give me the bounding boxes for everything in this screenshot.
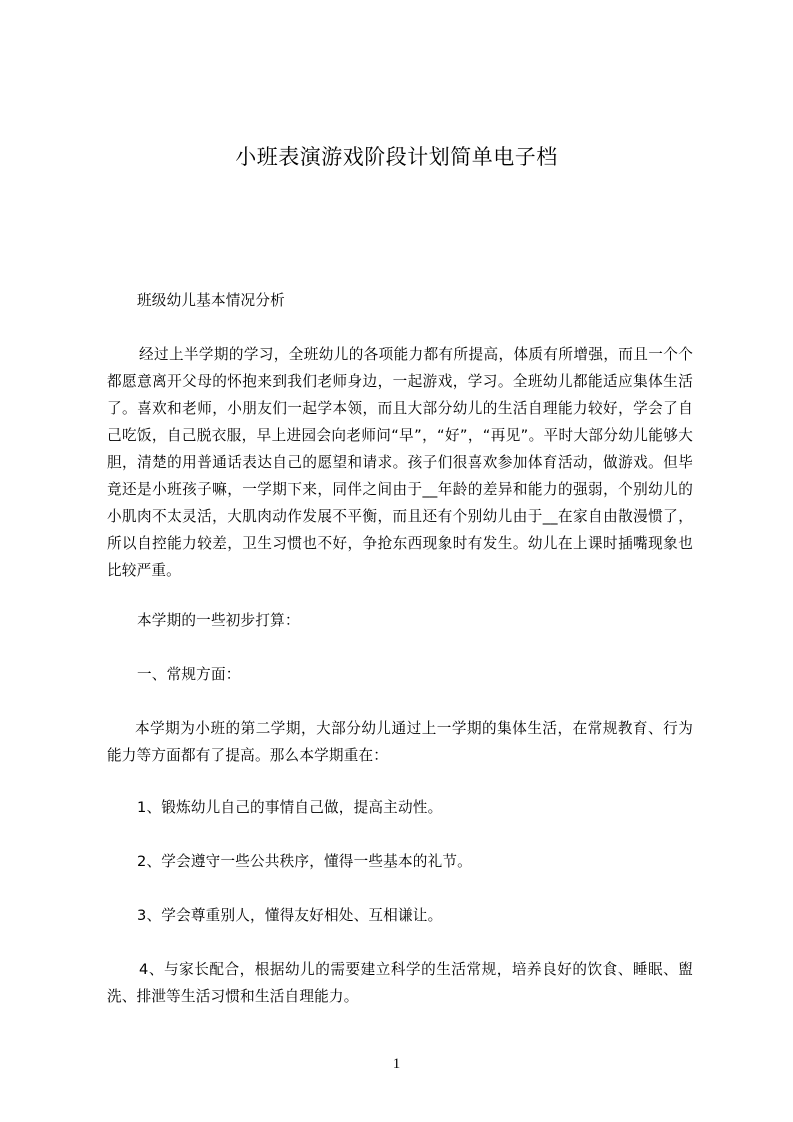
list-item-1: 1、锻炼幼儿自己的事情自己做，提高主动性。 bbox=[137, 799, 443, 816]
document-title: 小班表演游戏阶段计划简单电子档 bbox=[235, 145, 558, 169]
heading-semester-plan: 本学期的一些初步打算： bbox=[137, 612, 300, 629]
heading-class-analysis: 班级幼儿基本情况分析 bbox=[137, 292, 285, 309]
list-item-3: 3、学会尊重别人，懂得友好相处、互相谦让。 bbox=[137, 907, 443, 924]
paragraph-routine: 本学期为小班的第二学期，大部分幼儿通过上一学期的集体生活，在常规教育、行为能力等方面都有了提高。那么本学期重在： bbox=[107, 720, 693, 764]
list-item-4: 4、与家长配合，根据幼儿的需要建立科学的生活常规，培养良好的饮食、睡眠、盥洗、排泄等生活习惯和生活自理能力。 bbox=[107, 961, 693, 1005]
paragraph-class-analysis: 经过上半学期的学习，全班幼儿的各项能力都有所提高，体质有所增强，而且一个个都愿意离开父母的怀抱来到我们老师身边，一起游戏，学习。全班幼儿都能适应集体生活了。喜欢和老师，小朋友们一起学本领，而且大部分幼儿的生活自理能力较好，学会了自己吃饭，自己脱衣服，早上进园会向老师问“早”，“好”，“再见”。平时大部分幼儿能够大胆，清楚的用普通话表达自己的愿望和请求。孩子们很喜欢参加体育活动，做游戏。但毕竟还是小班孩子嘛，一学期下来，同伴之间由于__年龄的差异和能力的强弱，个别幼儿的小肌肉不太灵活，大肌肉动作发展不平衡，而且还有个别幼儿由于__在家自由散漫惯了，所以自控能力较差，卫生习惯也不好，争抢东西现象时有发生。幼儿在上课时插嘴现象也比较严重。 bbox=[107, 346, 693, 579]
page-number: 1 bbox=[392, 1056, 401, 1072]
heading-routine: 一、常规方面： bbox=[137, 666, 241, 683]
list-item-2: 2、学会遵守一些公共秩序，懂得一些基本的礼节。 bbox=[137, 853, 472, 870]
